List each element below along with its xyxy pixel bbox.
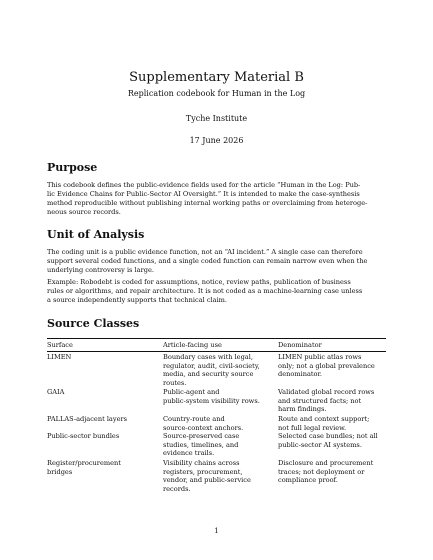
cell-line: Source-preserved case xyxy=(163,432,240,440)
paragraph-line: underlying controversy is large. xyxy=(47,265,154,274)
table-header-denominator: Denominator xyxy=(278,341,322,349)
table-cell-use xyxy=(163,353,260,387)
table-cell-denominator xyxy=(278,388,374,414)
document-subtitle: Replication codebook for Human in the Log xyxy=(127,89,306,98)
cell-line: studies, timelines, and xyxy=(163,440,239,449)
cell-line: GAIA xyxy=(47,388,65,396)
cell-line: LIMEN public atlas rows xyxy=(278,353,362,361)
document-date: 17 June 2026 xyxy=(189,136,244,145)
paragraph-line: rules or algorithms, and repair architecture. It is not coded as a machine-learning case unless xyxy=(47,286,363,295)
paragraph-line: a source independently supports that technical claim. xyxy=(47,295,228,304)
cell-line: denominator. xyxy=(278,370,323,378)
cell-line: PALLAS-adjacent layers xyxy=(47,415,128,423)
paragraph-line: Example: Robodebt is coded for assumptions, notice, review paths, publication of business xyxy=(47,278,351,286)
cell-line: routes. xyxy=(163,378,187,387)
cell-line: and structured facts; not xyxy=(278,396,362,405)
table-cell-surface xyxy=(47,388,64,397)
cell-line: Country-route and xyxy=(163,415,225,423)
table-cell-denominator xyxy=(278,415,369,432)
table-header-surface: Surface xyxy=(47,341,73,349)
document-title: Supplementary Material B xyxy=(129,70,304,85)
paragraph-line: lic Evidence Chains for Public-Sector AI Oversight.” It is intended to make the case-synthesis xyxy=(47,189,360,198)
table-cell-denominator xyxy=(278,432,378,449)
paragraph-line: This codebook defines the public-evidence fields used for the article “Human in the Log: Pub- xyxy=(47,181,361,189)
document-author: Tyche Institute xyxy=(185,114,248,123)
section-heading-source-classes: Source Classes xyxy=(47,317,140,330)
table-cell-use xyxy=(163,415,243,432)
cell-line: source-context anchors. xyxy=(163,423,244,432)
paragraph-line: method reproducible without publishing internal working paths or overclaiming from heteroge- xyxy=(47,198,368,207)
cell-line: Selected case bundles; not all xyxy=(278,432,378,440)
cell-line: records. xyxy=(163,484,191,493)
section-heading-purpose: Purpose xyxy=(47,161,98,174)
table-cell-surface xyxy=(47,459,121,476)
table-cell-denominator xyxy=(278,353,375,379)
cell-line: registers, procurement, xyxy=(163,467,243,476)
cell-line: traces; not deployment or xyxy=(278,467,365,476)
cell-line: vendor, and public-service xyxy=(163,476,251,484)
cell-line: bridges xyxy=(47,467,73,476)
cell-line: Disclosure and procurement xyxy=(278,459,374,467)
table-cell-surface xyxy=(47,353,71,362)
cell-line: evidence trails. xyxy=(163,449,215,457)
cell-line: LIMEN xyxy=(47,353,72,361)
table-cell-surface xyxy=(47,432,119,441)
cell-line: Route and context support; xyxy=(278,415,370,423)
table-cell-use xyxy=(163,459,251,493)
paragraph-line: support several coded functions, and a single coded function can remain narrow even when the xyxy=(47,256,368,265)
table-cell-use xyxy=(163,388,260,405)
cell-line: Validated global record rows xyxy=(278,388,375,396)
table-top-rule xyxy=(47,338,386,339)
paragraph-line: The coding unit is a public evidence function, not an “AI incident.” A single case can therefore xyxy=(47,248,363,256)
cell-line: public-system visibility rows. xyxy=(163,396,260,405)
cell-line: Boundary cases with legal, xyxy=(163,353,253,361)
cell-line: harm findings. xyxy=(278,405,327,413)
cell-line: only; not a global prevalence xyxy=(278,361,375,370)
cell-line: Public-agent and xyxy=(163,388,220,396)
page-number: 1 xyxy=(214,527,219,535)
cell-line: Public-sector bundles xyxy=(47,432,120,440)
cell-line: compliance proof. xyxy=(278,476,338,484)
unit-paragraph-2 xyxy=(47,278,386,305)
table-header-use: Article-facing use xyxy=(163,341,222,349)
table-cell-use xyxy=(163,432,239,458)
cell-line: media, and security source xyxy=(163,370,254,378)
unit-paragraph-1 xyxy=(47,248,386,275)
purpose-paragraph xyxy=(47,181,386,217)
paragraph-line: neous source records. xyxy=(47,207,121,216)
cell-line: public-sector AI systems. xyxy=(278,440,362,449)
table-header-rule xyxy=(47,351,386,352)
section-heading-unit-of-analysis: Unit of Analysis xyxy=(47,228,145,241)
table-cell-denominator xyxy=(278,459,373,485)
cell-line: Visibility chains across xyxy=(163,459,240,467)
cell-line: Register/procurement xyxy=(47,459,121,467)
cell-line: regulator, audit, civil-society, xyxy=(163,361,260,370)
cell-line: not full legal review. xyxy=(278,423,347,432)
table-cell-surface xyxy=(47,415,127,424)
